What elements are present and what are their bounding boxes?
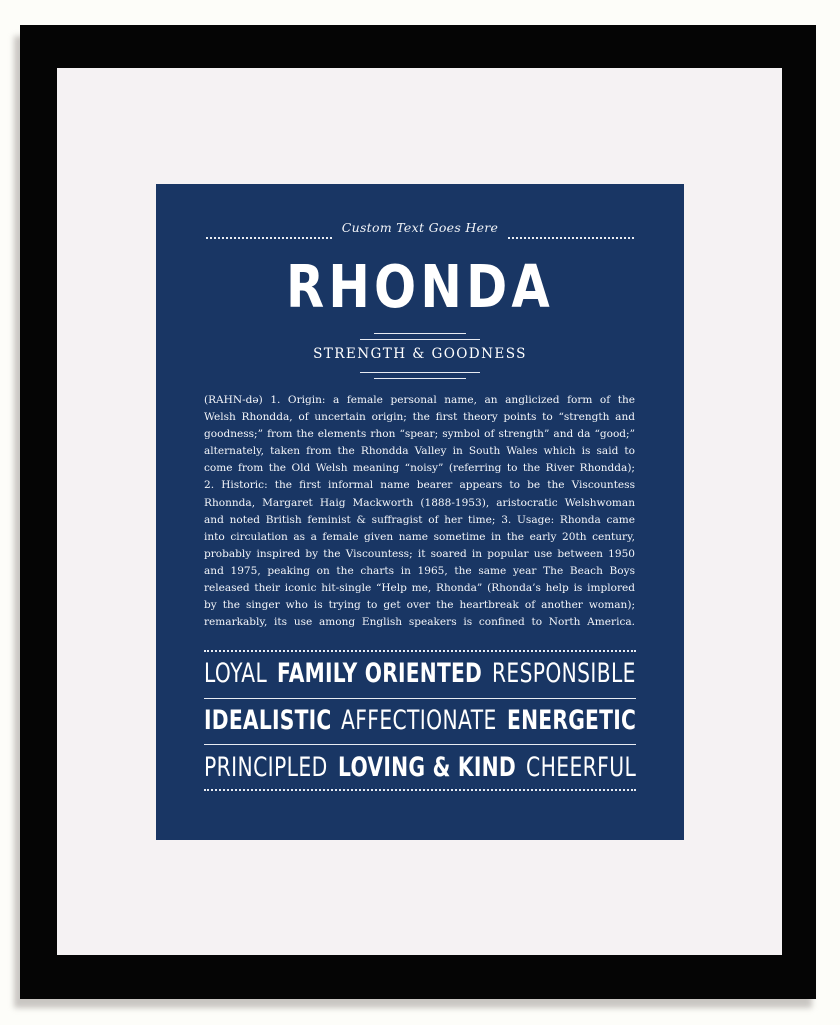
definition-line: Rhonnda, Margaret Haig Mackworth (1888-1953), aristocratic Welshwoman <box>204 496 635 509</box>
trait-word: LOVING & KIND <box>337 752 516 783</box>
rule-bottom-1 <box>360 372 480 373</box>
definition-line: come from the Old Welsh meaning “noisy” (referring to the River Rhondda); <box>204 462 635 475</box>
definition-line: by the singer who is trying to get over the heartbreak of another woman); <box>204 599 635 612</box>
trait-word: PRINCIPLED <box>204 752 328 783</box>
definition-line: (RAHN-də) 1. Origin: a female personal name, an anglicized form of the <box>204 394 635 406</box>
trait-row-2 <box>204 704 636 738</box>
name-print <box>156 184 684 840</box>
dotted-rule-traits-bottom <box>204 789 636 791</box>
trait-word: ENERGETIC <box>507 705 637 736</box>
trait-word: IDEALISTIC <box>204 705 332 736</box>
definition-line: 2. Historic: the first informal name bearer appears to be the Viscountess <box>204 479 635 492</box>
trait-row-3 <box>204 751 636 785</box>
definition-line: alternately, taken from the Rhondda Valley in South Wales which is said to <box>204 445 635 458</box>
definition-line: remarkably, its use among English speakers is confined to North America. <box>204 616 635 629</box>
dotted-rule-left <box>206 237 332 239</box>
definition-line: probably inspired by the Viscountess; it soared in popular use between 1950 <box>204 547 635 560</box>
dotted-rule-traits-top <box>204 650 636 652</box>
trait-word: FAMILY ORIENTED <box>277 658 483 689</box>
definition-line: released their iconic hit-single “Help me, Rhonda” (Rhonda’s help is implored <box>204 582 635 595</box>
name-meaning: STRENGTH & GOODNESS <box>313 346 527 362</box>
rule-top-1 <box>374 333 466 334</box>
name-definition <box>204 392 635 631</box>
rule-bottom-2 <box>374 378 466 379</box>
definition-line: and noted British feminist & suffragist of her time; 3. Usage: Rhonda came <box>204 513 635 526</box>
name-title: RHONDA <box>286 252 554 321</box>
custom-text: Custom Text Goes Here <box>341 220 499 235</box>
definition-line: Welsh Rhondda, of uncertain origin; the first theory points to “strength and <box>204 411 635 424</box>
trait-separator-1 <box>204 698 636 699</box>
definition-line: goodness;” from the elements rhon “spear; symbol of strength” and da “good;” <box>204 428 635 441</box>
definition-line: into circulation as a female given name sometime in the early 20th century, <box>204 530 635 543</box>
trait-word: CHEERFUL <box>525 752 636 783</box>
rule-top-2 <box>360 339 480 340</box>
trait-word: LOYAL <box>204 658 268 689</box>
trait-row-1 <box>204 657 636 691</box>
dotted-rule-right <box>508 237 634 239</box>
trait-word: RESPONSIBLE <box>492 658 636 689</box>
trait-separator-2 <box>204 744 636 745</box>
definition-line: and 1975, peaking on the charts in 1965, the same year The Beach Boys <box>204 564 635 577</box>
trait-word: AFFECTIONATE <box>341 705 498 736</box>
